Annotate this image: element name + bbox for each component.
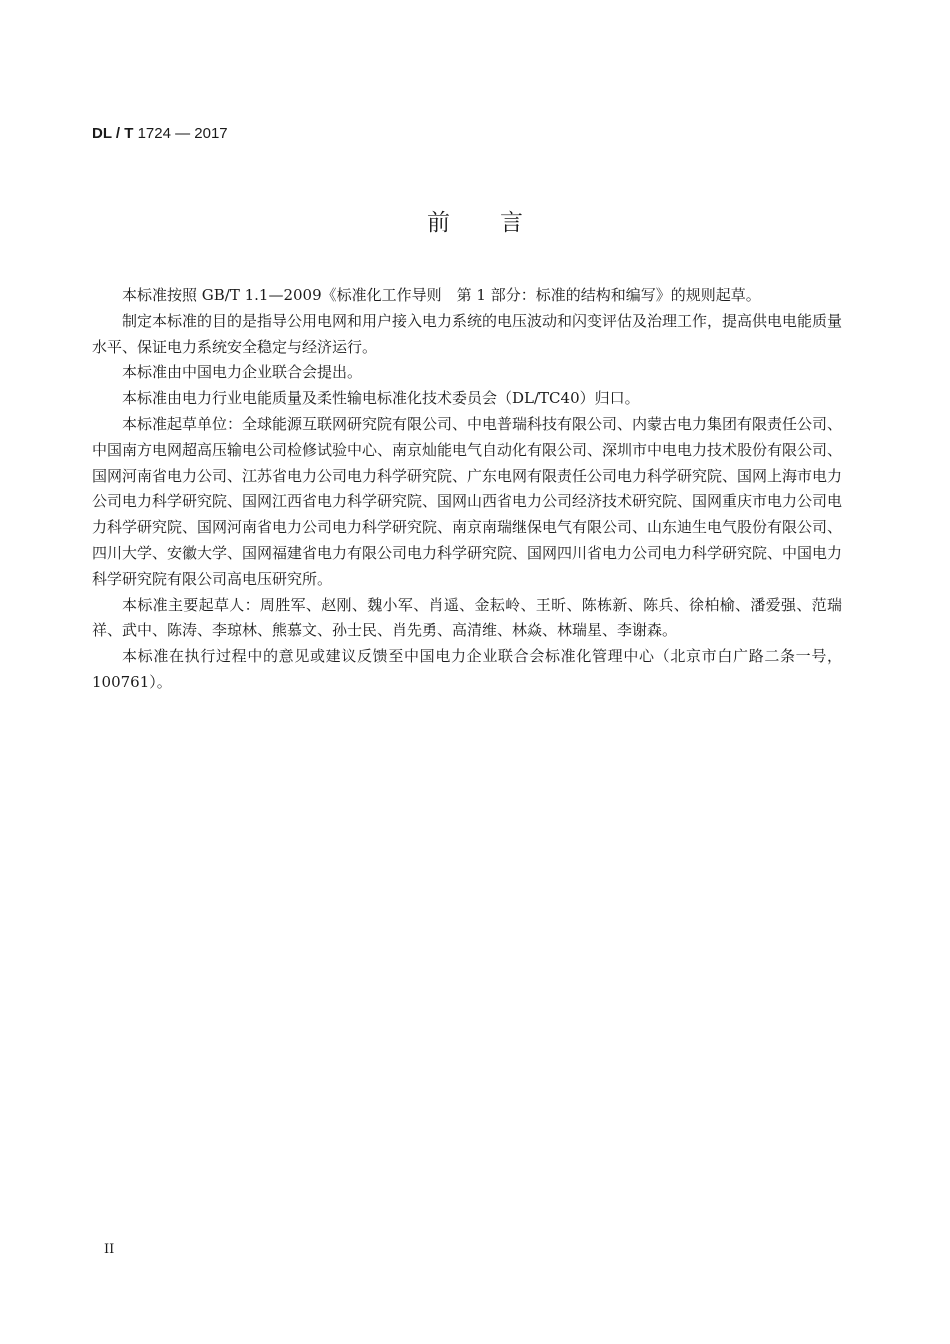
page-number: II bbox=[104, 1242, 115, 1257]
paragraph-drafting-rules: 本标准按照 GB/T 1.1—2009《标准化工作导则 第 1 部分：标准的结构和编写》的规则起草。 bbox=[122, 286, 761, 304]
standard-code bbox=[92, 125, 228, 142]
paragraph-purpose: 制定本标准的目的是指导公用电网和用户接入电力系统的电压波动和闪变评估及治理工作，提高供电电能质量水平、保证电力系统安全稳定与经济运行。 bbox=[92, 311, 843, 356]
paragraph-proposer: 本标准由中国电力企业联合会提出。 bbox=[122, 363, 363, 382]
paragraph-committee: 本标准由电力行业电能质量及柔性输电标准化技术委员会（DL/TC40）归口。 bbox=[122, 389, 640, 408]
standard-prefix: DL / T bbox=[92, 125, 134, 142]
paragraph-feedback: 本标准在执行过程中的意见或建议反馈至中国电力企业联合会标准化管理中心（北京市白广路二条一号，100761）。 bbox=[92, 647, 842, 691]
paragraph-drafting-units: 本标准起草单位：全球能源互联网研究院有限公司、中电普瑞科技有限公司、内蒙古电力集团有限责任公司、中国南方电网超高压输电公司检修试验中心、南京灿能电气自动化有限公司、深圳市中电电力技术股份有限公司、国网河南省电力公司、江苏省电力公司电力科学研究院、广东电网有限责任公司电力科学研究院、国网上海市电力公司电力科学研究院、国网江西省电力科学研究院、国网山西省电力公司经济技术研究院、国网重庆市电力公司电力科学研究院、国网河南省电力公司电力科学研究院、南京南瑞继保电气有限公司、山东迪生电气股份有限公司、四川大学、安徽大学、国网福建省电力有限公司电力科学研究院、国网四川省电力公司电力科学研究院、中国电力科学研究院有限公司高电压研究所。 bbox=[92, 414, 843, 588]
foreword-body bbox=[92, 283, 842, 696]
standard-number: 1724 — 2017 bbox=[137, 125, 228, 142]
page-title: 前言 bbox=[427, 210, 573, 236]
paragraph-drafters: 本标准主要起草人：周胜军、赵刚、魏小军、肖遥、金耘岭、王昕、陈栋新、陈兵、徐柏榆、潘爱强、范瑞祥、武中、陈涛、李琼林、熊慕文、孙士民、肖先勇、高清维、林焱、林瑞星、李谢森。 bbox=[92, 595, 842, 640]
